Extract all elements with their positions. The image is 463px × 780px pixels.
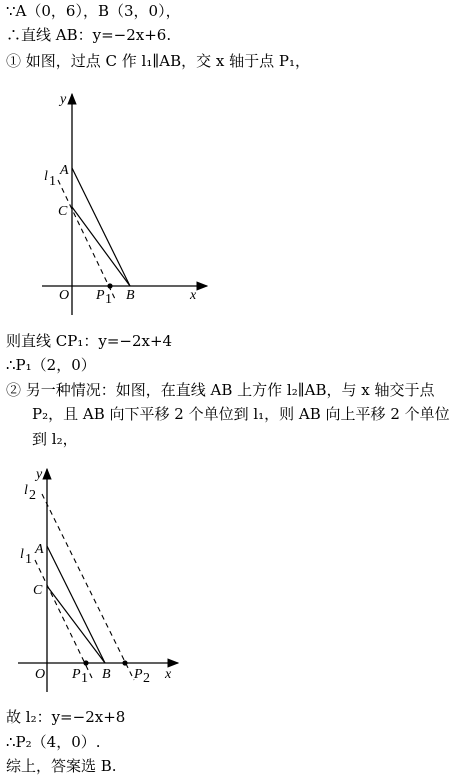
label-l2-sub: 2 — [29, 488, 36, 503]
label-y: y — [36, 467, 43, 482]
p1-coordinates: ∴P₁（2，0） — [6, 356, 96, 374]
label-b: B — [126, 288, 135, 303]
p2-coordinates: ∴P₂（4，0）. — [6, 733, 101, 751]
label-c: C — [33, 583, 43, 598]
case-one-statement: ① 如图，过点 C 作 l₁∥AB，交 x 轴于点 P₁， — [6, 52, 311, 70]
point-p1 — [83, 660, 88, 665]
given-points: ∵A（0，6），B（3，0）， — [6, 2, 181, 20]
line-l2-dashed — [42, 494, 134, 680]
label-a: A — [35, 542, 44, 557]
label-l1-sub: 1 — [49, 174, 56, 189]
line-cp1-equation: 则直线 CP₁：y=−2x+4 — [6, 332, 173, 350]
case-two-statement: ② 另一种情况：如图，在直线 AB 上方作 l₂∥AB，与 x 轴交于点 — [6, 381, 435, 399]
line-ab — [72, 168, 130, 286]
label-p2-sub: 2 — [143, 671, 150, 686]
label-p1-sub: 1 — [81, 671, 88, 686]
label-y: y — [60, 92, 67, 107]
label-l2: l — [24, 483, 28, 498]
label-c: C — [58, 204, 68, 219]
line-cb — [72, 207, 130, 286]
label-p1: P — [72, 667, 81, 682]
line-ab-equation: ∴直线 AB：y=−2x+6. — [6, 26, 172, 44]
label-p1: P — [96, 288, 105, 303]
point-p2 — [122, 660, 127, 665]
point-p1 — [107, 283, 112, 288]
figure-two — [0, 462, 463, 702]
label-l1: l — [44, 169, 48, 184]
label-p2: P — [134, 667, 143, 682]
label-origin: O — [59, 288, 70, 303]
label-l1-sub: 1 — [25, 552, 32, 567]
label-p1-sub: 1 — [105, 292, 112, 307]
label-x: x — [165, 667, 172, 682]
case-two-statement-end: 到 l₂， — [32, 430, 78, 448]
conclusion: 综上，答案选 B. — [6, 757, 117, 775]
figure-one — [0, 85, 463, 330]
line-l2-equation: 故 l₂：y=−2x+8 — [6, 708, 126, 726]
label-b: B — [102, 667, 111, 682]
label-origin: O — [35, 667, 46, 682]
label-a: A — [60, 163, 69, 178]
case-two-statement-cont: P₂，且 AB 向下平移 2 个单位到 l₁，则 AB 向上平移 2 个单位 — [32, 405, 450, 423]
label-l1: l — [20, 547, 24, 562]
label-x: x — [190, 288, 197, 303]
line-cb — [47, 586, 105, 663]
